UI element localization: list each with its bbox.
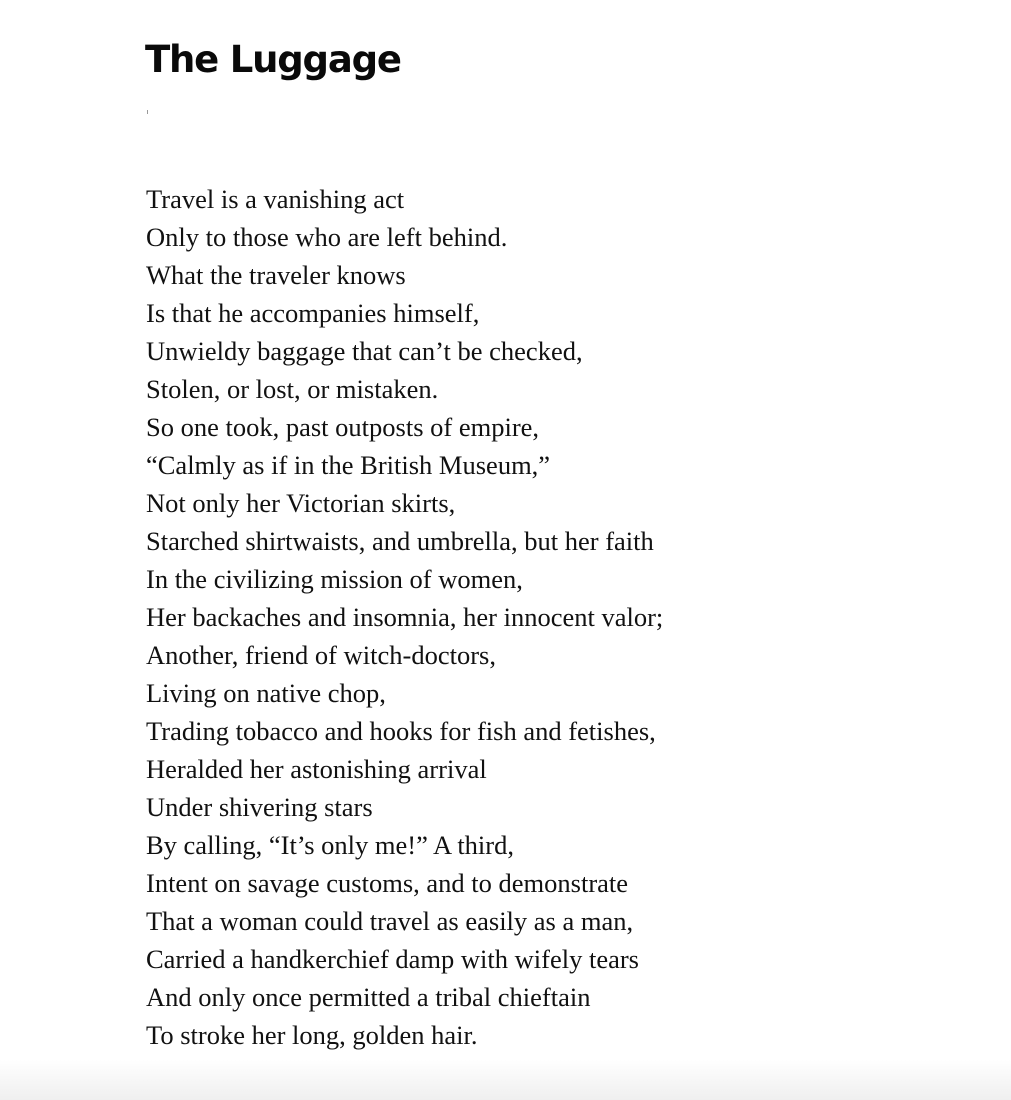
poem-line: Travel is a vanishing act bbox=[146, 184, 405, 214]
poem-line: Stolen, or lost, or mistaken. bbox=[146, 374, 439, 404]
poem-line: Another, friend of witch-doctors, bbox=[146, 640, 496, 670]
poem-line: By calling, “It’s only me!” A third, bbox=[146, 830, 514, 860]
poem-line: What the traveler knows bbox=[146, 260, 406, 290]
poem-line: Her backaches and insomnia, her innocent valor; bbox=[146, 602, 664, 632]
poem-body bbox=[146, 180, 663, 1054]
poem-line: Living on native chop, bbox=[146, 678, 386, 708]
poem-line: To stroke her long, golden hair. bbox=[146, 1020, 478, 1050]
poem-line: Heralded her astonishing arrival bbox=[146, 754, 487, 784]
poem-line: Carried a handkerchief damp with wifely tears bbox=[146, 944, 639, 974]
poem-line: Only to those who are left behind. bbox=[146, 222, 508, 252]
poem-line: “Calmly as if in the British Museum,” bbox=[146, 450, 551, 480]
decorative-mark bbox=[147, 110, 148, 114]
poem-line: Is that he accompanies himself, bbox=[146, 298, 480, 328]
bottom-shadow bbox=[0, 1060, 1011, 1100]
poem-line: That a woman could travel as easily as a man, bbox=[146, 906, 634, 936]
poem-line: Intent on savage customs, and to demonstrate bbox=[146, 868, 629, 898]
page-title: The Luggage bbox=[145, 38, 401, 81]
poem-line: Starched shirtwaists, and umbrella, but her faith bbox=[146, 526, 654, 556]
poem-line: And only once permitted a tribal chieftain bbox=[146, 982, 591, 1012]
poem-line: In the civilizing mission of women, bbox=[146, 564, 523, 594]
poem-line: Under shivering stars bbox=[146, 792, 373, 822]
poem-line: Unwieldy baggage that can’t be checked, bbox=[146, 336, 583, 366]
poem-line: Trading tobacco and hooks for fish and fetishes, bbox=[146, 716, 656, 746]
poem-line: Not only her Victorian skirts, bbox=[146, 488, 456, 518]
poem-line: So one took, past outposts of empire, bbox=[146, 412, 540, 442]
